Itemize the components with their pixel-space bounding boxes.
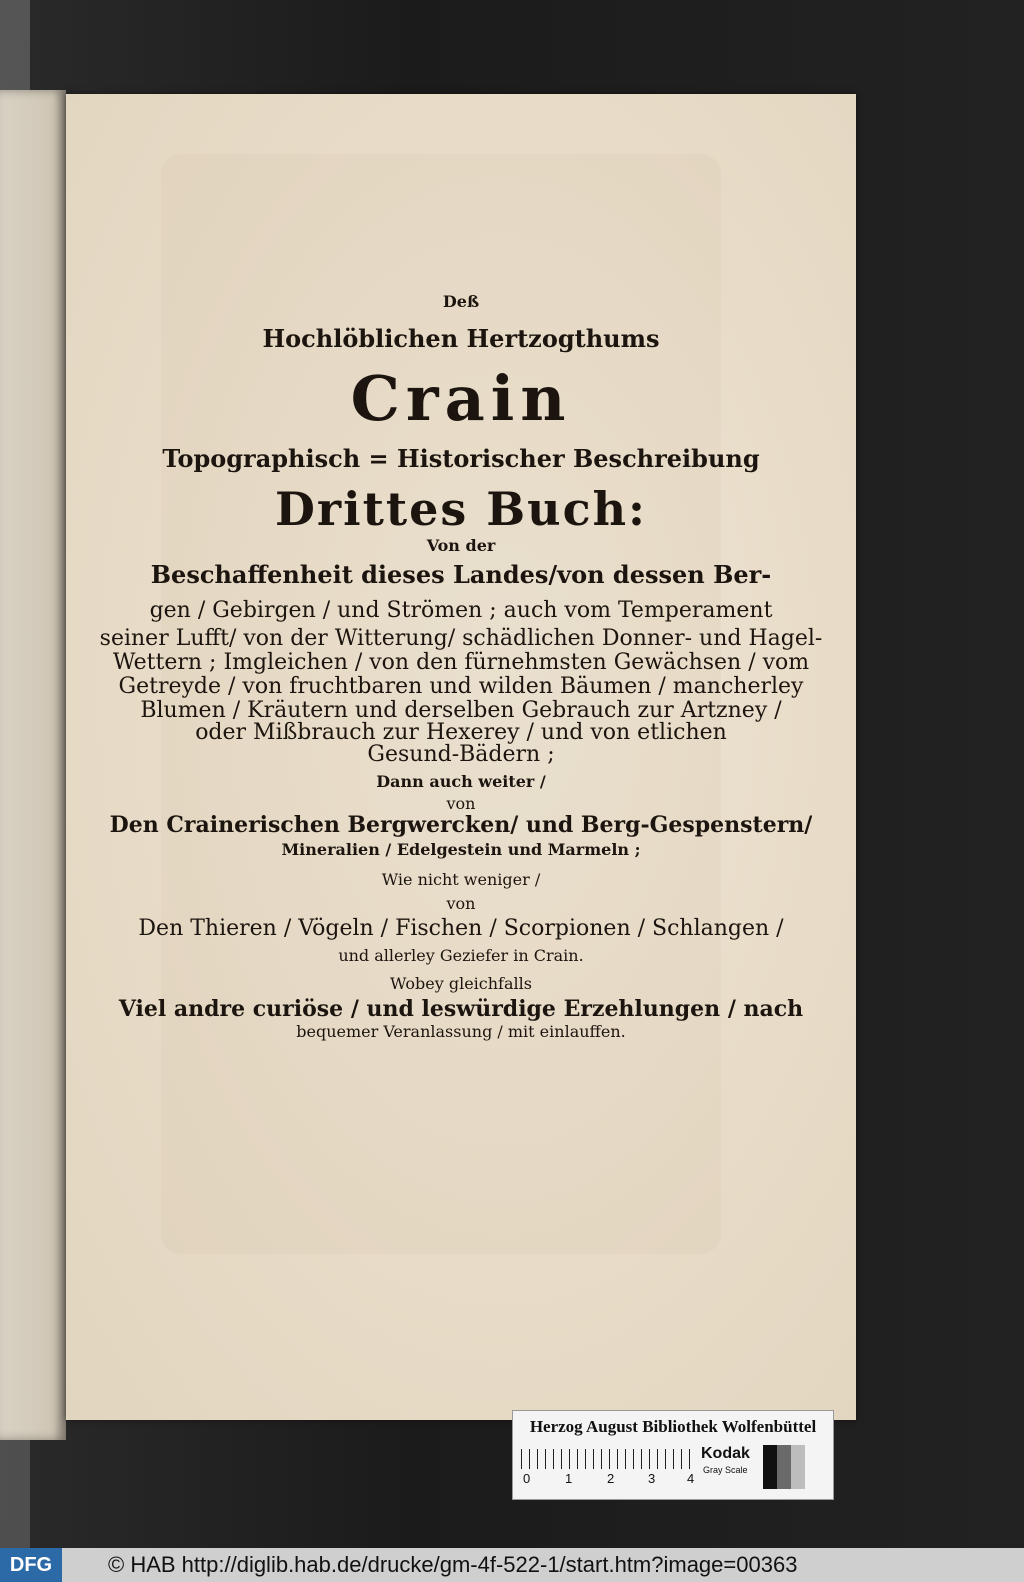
- title-line: Blumen / Kräutern und derselben Gebrauch zur Artzney /: [140, 698, 782, 723]
- title-line: Den Thieren / Vögeln / Fischen / Scorpionen / Schlangen /: [138, 916, 784, 941]
- ruler-number: 1: [565, 1471, 573, 1486]
- title-line: Getreyde / von fruchtbaren und wilden Bäumen / mancherley: [118, 674, 804, 699]
- title-line: Von der: [426, 536, 496, 555]
- copyright-url[interactable]: © HAB http://diglib.hab.de/drucke/gm-4f-522-1/start.htm?image=00363: [108, 1552, 798, 1577]
- title-line: Mineralien / Edelgestein und Marmeln ;: [281, 840, 641, 859]
- title-line: Hochlöblichen Hertzogthums: [262, 324, 660, 353]
- ruler-number: 2: [607, 1471, 615, 1486]
- gray-swatch-light: [791, 1445, 805, 1489]
- title-line: bequemer Veranlassung / mit einlauffen.: [296, 1022, 626, 1041]
- title-line: gen / Gebirgen / und Strömen ; auch vom Temperament: [149, 598, 773, 623]
- title-line: von: [446, 794, 476, 813]
- title-line: und allerley Geziefer in Crain.: [338, 946, 584, 965]
- title-line: Wettern ; Imgleichen / von den fürnehmsten Gewächsen / vom: [112, 650, 810, 675]
- gray-swatch-black: [763, 1445, 777, 1489]
- title-line: oder Mißbrauch zur Hexerey / und von etlichen: [195, 720, 727, 745]
- title-line: Dann auch weiter /: [376, 772, 546, 791]
- ruler-number: 4: [687, 1471, 695, 1486]
- title-line: Wobey gleichfalls: [390, 974, 532, 993]
- facing-page-edge: [0, 90, 66, 1440]
- gray-scale-label: Gray Scale: [703, 1465, 748, 1475]
- library-name: Herzog August Bibliothek Wolfenbüttel: [529, 1417, 817, 1436]
- scale-ruler: [521, 1449, 697, 1491]
- footer-bar: [0, 1548, 1024, 1582]
- gray-swatch-mid: [777, 1445, 791, 1489]
- title-line: Topographisch = Historischer Beschreibung: [162, 444, 760, 473]
- title-line: Wie nicht weniger /: [381, 870, 541, 889]
- ruler-ticks: [521, 1449, 697, 1469]
- kodak-brand: Kodak: [701, 1445, 750, 1462]
- title-page: [66, 94, 856, 1420]
- ruler-number: 3: [648, 1471, 656, 1486]
- title-line: Viel andre curiöse / und leswürdige Erzehlungen / nach: [118, 996, 804, 1022]
- ruler-number: 0: [523, 1471, 531, 1486]
- title-line: von: [446, 894, 476, 913]
- title-line: Gesund-Bädern ;: [367, 742, 555, 767]
- library-color-card: [512, 1410, 834, 1500]
- title-line: Deß: [442, 292, 480, 311]
- title-line: Beschaffenheit dieses Landes/von dessen Ber-: [150, 560, 772, 589]
- title-line: Drittes Buch:: [274, 482, 648, 536]
- title-line: Den Crainerischen Bergwercken/ und Berg-Gespenstern/: [109, 812, 813, 838]
- title-line: seiner Lufft/ von der Witterung/ schädlichen Donner- und Hagel-: [99, 626, 823, 651]
- dfg-logo: DFG: [0, 1548, 62, 1582]
- title-line: Crain: [350, 362, 572, 435]
